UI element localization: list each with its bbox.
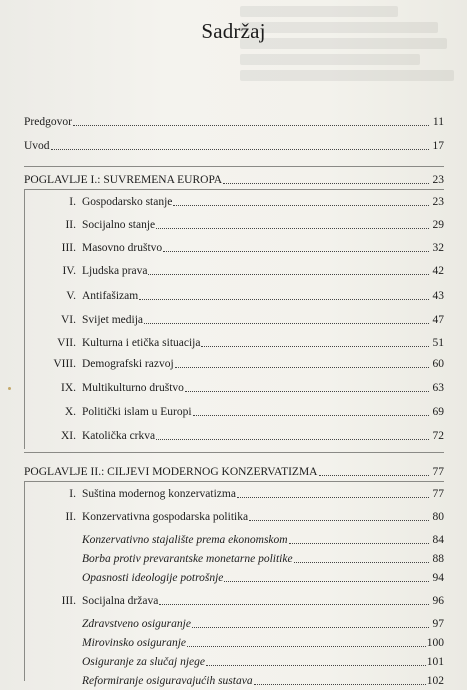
toc-entry-page: 102 [426,675,444,687]
dot-leader [187,636,426,647]
toc-entry-page: 43 [432,290,444,302]
dot-leader [193,405,429,416]
dot-leader [173,195,429,206]
dot-leader [156,218,429,229]
toc-entry [82,636,444,650]
dot-leader [163,241,429,252]
toc-entry-page: 51 [432,337,444,349]
toc-entry [46,218,444,232]
toc-entry-page: 94 [432,572,444,584]
dot-leader [224,571,429,582]
toc-entry-label: Demografski razvoj [82,358,174,370]
toc-entry-page: 17 [432,140,444,152]
toc-entry-page: 23 [432,196,444,208]
dot-leader [237,487,429,498]
toc-entry-label: Katolička crkva [82,430,156,442]
toc-entry [82,571,444,585]
dot-leader [289,533,429,544]
toc-entry-page: 29 [432,219,444,231]
toc-entry-page: 77 [432,466,444,478]
dot-leader [51,139,429,150]
dot-leader [148,264,429,275]
dot-leader [254,674,426,685]
dot-leader [139,289,429,300]
toc-entry-number: III. [61,595,76,607]
dot-leader [185,381,429,392]
toc-entry-number: V. [66,290,76,302]
toc-entry [46,405,444,419]
vertical-guide-line [24,481,25,681]
toc-entry-number: X. [64,406,76,418]
toc-entry [46,594,444,608]
dot-leader [223,173,429,184]
toc-entry-page: 96 [432,595,444,607]
toc-entry-number: VII. [57,337,76,349]
toc-entry-label: Osiguranje za slučaj njege [82,656,205,668]
toc-entry-page: 100 [426,637,444,649]
toc-entry-number: XI. [60,430,76,442]
toc-entry-label: Konzervativna gospodarska politika [82,511,249,523]
toc-entry-number: I. [69,488,76,500]
toc-entry [46,510,444,524]
toc-entry-page: 69 [432,406,444,418]
toc-entry [46,264,444,278]
toc-entry-label: Ljudska prava [82,265,148,277]
dot-leader [206,655,426,666]
dot-leader [73,115,429,126]
toc-entry [24,173,444,187]
toc-entry-label: Suština modernog konzervatizma [82,488,236,500]
toc-entry-label: Kulturna i etička situacija [82,337,201,349]
toc-entry-page: 32 [432,242,444,254]
toc-entry [24,115,444,129]
toc-entry-number: III. [61,242,76,254]
toc-entry-label: Socijalno stanje [82,219,156,231]
toc-entry-label: Borba protiv prevarantske monetarne politike [82,553,293,565]
toc-entry [24,139,444,153]
toc-entry [46,289,444,303]
toc-entry-page: 11 [432,116,444,128]
toc-entry [46,487,444,501]
toc-entry-number: IX. [60,382,76,394]
toc-title: Sadržaj [201,19,266,43]
toc-entry [82,617,444,631]
toc-entry-label: Zdravstveno osiguranje [82,618,191,630]
toc-entry-label: Antifašizam [82,290,139,302]
toc-entry-label: POGLAVLJE I.: SUVREMENA EUROPA [24,174,223,186]
toc-entry-label: Opasnosti ideologije potrošnje [82,572,224,584]
toc-entry-label: Socijalna država [82,595,159,607]
toc-entry [46,195,444,209]
chapter-underline [24,481,444,482]
toc-entry [46,357,444,371]
section-rule [24,166,444,167]
toc-entry [46,241,444,255]
toc-entry-page: 101 [426,656,444,668]
dot-leader [319,465,430,476]
toc-entry [82,533,444,547]
toc-entry-number: II. [65,511,76,523]
toc-entry-label: Reformiranje osiguravajućih sustava [82,675,253,687]
toc-entry [24,465,444,479]
toc-entry-page: 77 [432,488,444,500]
toc-entry-label: Politički islam u Europi [82,406,192,418]
toc-entry-page: 72 [432,430,444,442]
toc-entry-page: 80 [432,511,444,523]
toc-entry-label: Gospodarsko stanje [82,196,173,208]
toc-entry [82,655,444,669]
section-rule [24,452,444,453]
toc-entry-page: 97 [432,618,444,630]
toc-entry [46,336,444,350]
toc-entry-label: Multikulturno društvo [82,382,184,394]
toc-entry-number: VI. [60,314,76,326]
toc-entry [46,381,444,395]
toc-entry-page: 23 [432,174,444,186]
dot-leader [175,357,429,368]
dot-leader [144,313,429,324]
dot-leader [159,594,429,605]
toc-entry-number: VIII. [53,358,76,370]
dot-leader [294,552,429,563]
toc-entry-page: 60 [432,358,444,370]
toc-entry-number: II. [65,219,76,231]
toc-entry-label: POGLAVLJE II.: CILJEVI MODERNOG KONZERVATIZMA [24,466,318,478]
toc-entry [46,429,444,443]
dot-leader [249,510,429,521]
toc-entry-label: Uvod [24,140,50,152]
paper-speck [8,387,11,390]
toc-entry-page: 84 [432,534,444,546]
toc-entry-page: 42 [432,265,444,277]
toc-entry-page: 63 [432,382,444,394]
toc-entry-label: Masovno društvo [82,242,163,254]
toc-entry-page: 47 [432,314,444,326]
dot-leader [192,617,429,628]
toc-entry-label: Svijet medija [82,314,144,326]
chapter-underline [24,189,444,190]
toc-entry-page: 88 [432,553,444,565]
toc-entry [82,674,444,688]
toc-entry-label: Konzervativno stajalište prema ekonomskom [82,534,288,546]
toc-entry-label: Predgovor [24,116,72,128]
dot-leader [156,429,429,440]
toc-entry-number: IV. [62,265,76,277]
toc-entry [46,313,444,327]
toc-entry-label: Mirovinsko osiguranje [82,637,187,649]
dot-leader [201,336,429,347]
toc-entry-number: I. [69,196,76,208]
toc-entry [82,552,444,566]
vertical-guide-line [24,189,25,449]
